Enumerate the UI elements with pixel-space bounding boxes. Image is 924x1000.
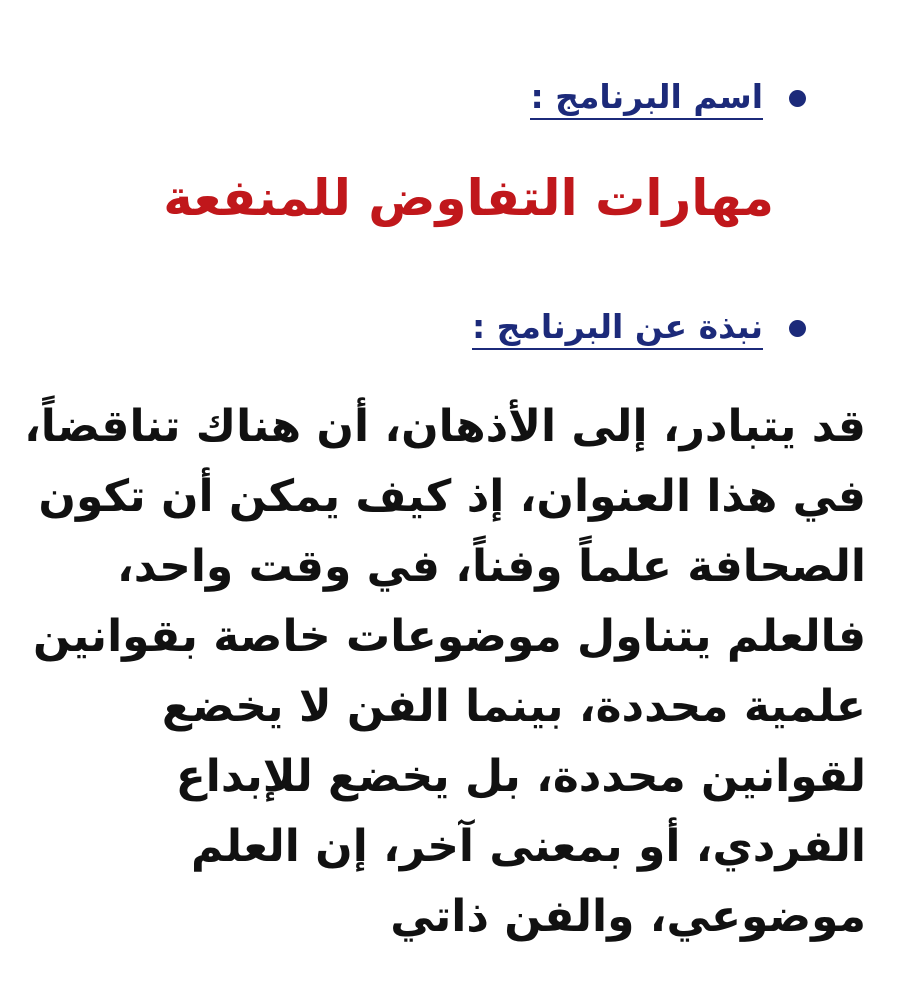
description-line: الفردي، أو بمعنى آخر، إن العلم: [190, 821, 866, 872]
description-line: فالعلم يتناول موضوعات خاصة بقوانين: [32, 611, 866, 662]
program-name-heading: [530, 78, 806, 120]
description-line: علمية محددة، بينما الفن لا يخضع: [161, 681, 866, 732]
program-title: مهارات التفاوض للمنفعة: [163, 169, 774, 227]
program-about-heading: [472, 308, 806, 350]
description-line: الصحافة علماً وفناً، في وقت واحد،: [116, 541, 866, 592]
program-about-label: نبذة عن البرنامج :: [472, 308, 763, 350]
description-line: موضوعي، والفن ذاتي: [390, 891, 866, 942]
bullet-icon: [789, 90, 806, 107]
bullet-icon: [789, 320, 806, 337]
program-description: [24, 392, 866, 952]
description-line: لقوانين محددة، بل يخضع للإبداع: [175, 751, 866, 802]
program-name-label: اسم البرنامج :: [530, 78, 763, 120]
description-line: في هذا العنوان، إذ كيف يمكن أن تكون: [38, 471, 866, 522]
description-line: قد يتبادر، إلى الأذهان، أن هناك تناقضاً،: [24, 401, 866, 452]
